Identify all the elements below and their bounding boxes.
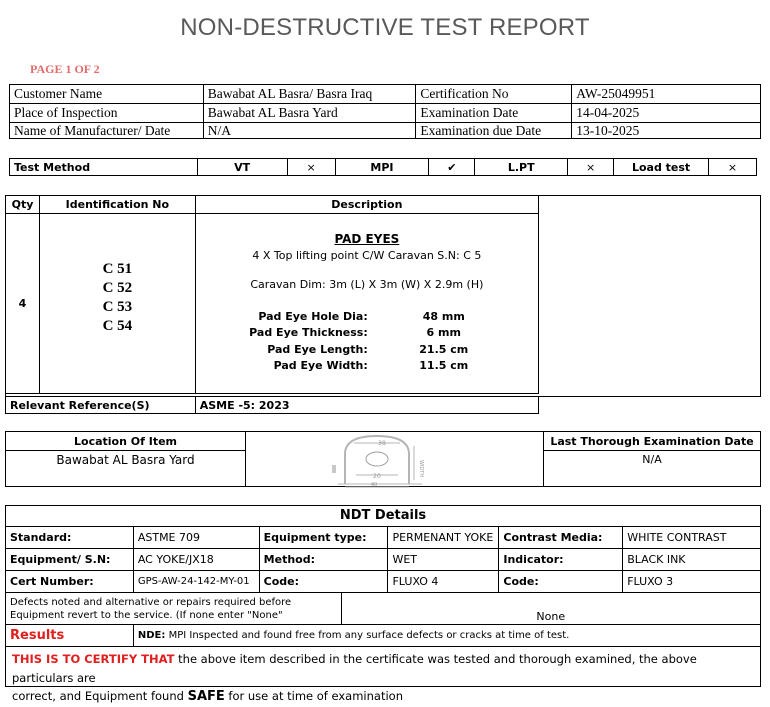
nde-label: NDE: [137, 630, 166, 641]
spec-value: 21.5 cm [419, 342, 469, 356]
method-label: Method: [259, 549, 388, 571]
manufacturer-value: N/A [203, 123, 416, 139]
spec-label: Pad Eye Thickness: [249, 326, 368, 340]
description-cell [195, 214, 538, 394]
equipment-sn-label: Equipment/ S.N: [6, 549, 134, 571]
code-label: Code: [259, 571, 388, 593]
pad-eye-drawing-svg [246, 432, 544, 487]
identification-list [39, 214, 195, 394]
identification-item: C 51 [102, 260, 133, 277]
drawing-top-dim: 38 [378, 440, 386, 447]
drawing-base-dim: 40 [370, 482, 378, 488]
description-line-1: 4 X Top lifting point C/W Caravan S.N: C 5 [252, 249, 482, 262]
method-lpt-label: L.PT [475, 159, 568, 176]
contrast-media-label: Contrast Media: [499, 527, 623, 549]
defects-label-line-2: Equipment revert to the service. (If none enter "None" [10, 609, 283, 621]
due-date-value: 13-10-2025 [572, 123, 761, 139]
test-method-label: Test Method [10, 159, 198, 176]
ndt-table [5, 526, 761, 593]
identification-item: C 52 [102, 279, 133, 296]
cert-no-value: AW-25049951 [572, 85, 761, 104]
report-title: NON-DESTRUCTIVE TEST REPORT [180, 14, 590, 41]
code-value: FLUXO 4 [388, 571, 499, 593]
page-indicator: PAGE 1 OF 2 [30, 62, 100, 76]
code-value-2: FLUXO 3 [623, 571, 761, 593]
spec-label: Pad Eye Width: [273, 359, 368, 373]
customer-value: Bawabat AL Basra/ Basra Iraq [203, 85, 416, 104]
cert-number-value: GPS-AW-24-142-MY-01 [133, 571, 259, 593]
exam-date-label: Examination Date [416, 104, 572, 123]
method-load-label: Load test [614, 159, 709, 176]
indicator-value: BLACK INK [623, 549, 761, 571]
manufacturer-label: Name of Manufacturer/ Date [10, 123, 204, 139]
identification-item: C 54 [102, 317, 133, 334]
method-vt-label: VT [197, 159, 287, 176]
defects-value: None [341, 593, 760, 625]
code-label-2: Code: [499, 571, 623, 593]
method-load-mark: × [709, 159, 757, 176]
equipment-type-label: Equipment type: [259, 527, 388, 549]
customer-label: Customer Name [10, 85, 204, 104]
method-mpi-mark: ✔ [429, 159, 475, 176]
location-table [5, 431, 246, 487]
qty-header: Qty [6, 196, 40, 214]
location-label: Location Of Item [6, 432, 246, 451]
due-date-label: Examination due Date [416, 123, 572, 139]
certification-statement [12, 650, 757, 707]
reference-label: Relevant Reference(S) [6, 397, 196, 414]
exam-date-value: 14-04-2025 [572, 104, 761, 123]
defects-label-line-1: Defects noted and alternative or repairs required before [10, 596, 292, 608]
test-method-table [9, 158, 757, 176]
drawing-bottom-dim: 20 [373, 473, 381, 480]
description-header: Description [195, 196, 538, 214]
last-exam-table [543, 431, 761, 487]
standard-value: ASTME 709 [133, 527, 259, 549]
drawing-side-dim: WIDTH [418, 460, 424, 478]
ndt-title: NDT Details [339, 508, 427, 523]
results-label: Results [6, 625, 134, 647]
last-exam-label: Last Thorough Examination Date [544, 432, 761, 451]
contrast-media-value: WHITE CONTRAST [623, 527, 761, 549]
defects-label [6, 593, 342, 625]
last-exam-value: N/A [544, 451, 761, 487]
method-vt-mark: × [287, 159, 335, 176]
method-lpt-mark: × [568, 159, 614, 176]
spec-value: 48 mm [422, 309, 465, 323]
indicator-label: Indicator: [499, 549, 623, 571]
description-title: PAD EYES [334, 232, 400, 246]
equipment-sn-value: AC YOKE/JX18 [133, 549, 259, 571]
drawing-marker [332, 465, 336, 473]
certify-heading: THIS IS TO CERTIFY THAT [12, 652, 175, 666]
spec-value: 11.5 cm [419, 359, 469, 373]
spec-list [204, 308, 514, 374]
equipment-type-value: PERMENANT YOKE [388, 527, 499, 549]
location-value: Bawabat AL Basra Yard [6, 451, 246, 487]
item-table [5, 195, 539, 394]
identification-item: C 53 [102, 298, 133, 315]
standard-label: Standard: [6, 527, 134, 549]
description-line-2: Caravan Dim: 3m (L) X 3m (W) X 2.9m (H) [250, 278, 484, 291]
certify-text-2: correct, and Equipment found [12, 689, 188, 703]
qty-value: 4 [6, 214, 40, 394]
method-mpi-label: MPI [335, 159, 429, 176]
spec-value: 6 mm [426, 326, 461, 340]
place-value: Bawabat AL Basra Yard [203, 104, 416, 123]
certify-text-3: for use at time of examination [224, 689, 403, 703]
method-value: WET [388, 549, 499, 571]
nde-statement [133, 625, 760, 647]
pad-eye-drawing [246, 432, 544, 487]
place-label: Place of Inspection [10, 104, 204, 123]
identification-header: Identification No [39, 196, 195, 214]
defects-table [5, 592, 761, 647]
cert-no-label: Certification No [416, 85, 572, 104]
nde-text: MPI Inspected and found free from any surface defects or cracks at time of test. [168, 630, 570, 641]
reference-value: ASME -5: 2023 [195, 397, 538, 414]
cert-number-label: Cert Number: [6, 571, 134, 593]
reference-table [5, 396, 539, 414]
spec-label: Pad Eye Hole Dia: [258, 309, 368, 323]
certify-safe: SAFE [187, 689, 225, 704]
certify-text-1: the above item described in the certificate was tested and thorough examined, the above particulars are [12, 652, 697, 685]
info-table [9, 84, 761, 139]
spec-label: Pad Eye Length: [267, 342, 368, 356]
